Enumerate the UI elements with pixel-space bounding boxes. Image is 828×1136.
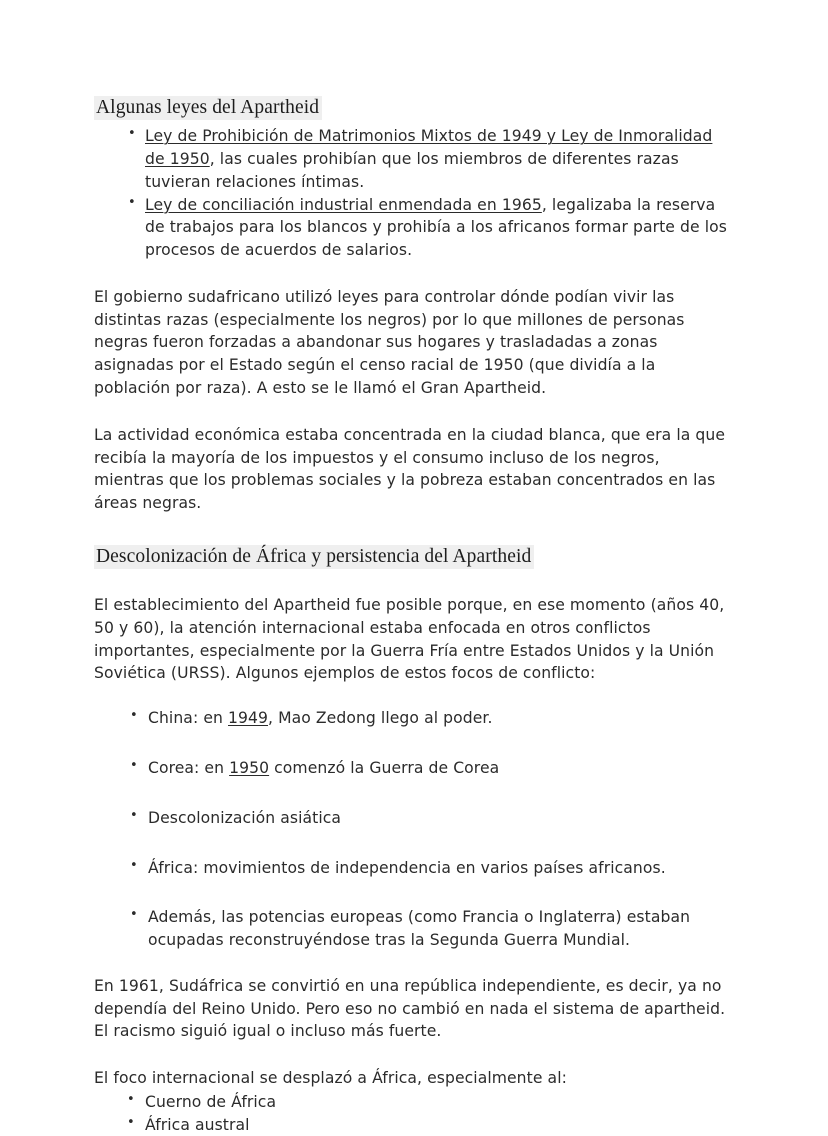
list-item	[94, 807, 732, 830]
laws-list	[94, 125, 732, 262]
list-item: • África austral	[94, 1114, 732, 1136]
conflict-suffix: comenzó la Guerra de Corea	[269, 759, 500, 777]
law-title-underlined: Ley de Prohibición de Matrimonios Mixtos de 1949 y Ley de Inmoralidad de 1950	[145, 127, 713, 169]
law-description: , las cuales prohibían que los miembros de diferentes razas tuvieran relaciones íntimas.	[145, 150, 679, 191]
list-item	[94, 194, 732, 262]
heading-highlight: Descolonización de África y persistencia del Apartheid	[94, 545, 534, 569]
conflict-suffix: , Mao Zedong llego al poder.	[268, 709, 493, 728]
list-item	[94, 707, 732, 730]
conflict-year: 1949	[228, 709, 269, 728]
conflicts-list	[94, 707, 732, 952]
paragraph-republic-1961: En 1961, Sudáfrica se convirtió en una república independiente, es decir, ya no dependía del Reino Unido. Pero eso no cambió en nada el sistema de apartheid. El racismo siguió igual o incluso más fuerte.	[94, 976, 726, 1041]
conflict-prefix: Descolonización asiática	[148, 808, 342, 827]
conflict-prefix: África: movimientos de independencia en varios países africanos.	[148, 858, 666, 877]
section-heading-laws	[94, 95, 732, 120]
list-item	[94, 857, 732, 880]
law-description: , legalizaba la reserva de trabajos para los blancos y prohibía a los africanos formar parte de los procesos de acuerdos de salarios.	[145, 195, 727, 260]
conflict-prefix: Corea: en	[148, 759, 230, 777]
section-heading-decolonization	[94, 544, 732, 569]
conflict-year: 1950	[229, 759, 270, 777]
list-item	[94, 125, 732, 193]
law-title-underlined: Ley de conciliación industrial enmendada en 1965	[145, 195, 542, 214]
paragraph-cold-war: El establecimiento del Apartheid fue posible porque, en ese momento (años 40, 50 y 60), la atención internacional estaba enfocada en otros conflictos importantes, especialmente por la Guerra Fría entre Estados Unidos y la Unión Soviética (URSS). Algunos ejemplos de estos focos de conflicto:	[94, 596, 725, 683]
conflict-prefix: Además, las potencias europeas (como Francia o Inglaterra) estaban ocupadas reconstruyéndose tras la Segunda Guerra Mundial.	[148, 908, 691, 950]
paragraph-focus-africa: El foco internacional se desplazó a África, especialmente al:	[94, 1069, 567, 1088]
list-item: • Cuerno de África	[94, 1091, 732, 1114]
focus-regions-list	[94, 1091, 732, 1136]
heading-highlight: Algunas leyes del Apartheid	[94, 96, 322, 120]
conflict-prefix: China: en	[148, 709, 228, 728]
paragraph-housing-laws: El gobierno sudafricano utilizó leyes para controlar dónde podían vivir las distintas razas (especialmente los negros) por lo que millones de personas negras fueron forzadas a abandonar sus hogares y trasladadas a zonas asignadas por el Estado según el censo racial de 1950 (que dividía a la población por raza). A esto se le llamó el Gran Apartheid.	[94, 287, 685, 397]
list-item	[94, 906, 732, 952]
list-item	[94, 757, 732, 780]
paragraph-economy: La actividad económica estaba concentrada en la ciudad blanca, que era la que recibía la mayoría de los impuestos y el consumo incluso de los negros, mientras que los problemas sociales y la pobreza estaban concentrados en las áreas negras.	[94, 425, 726, 513]
